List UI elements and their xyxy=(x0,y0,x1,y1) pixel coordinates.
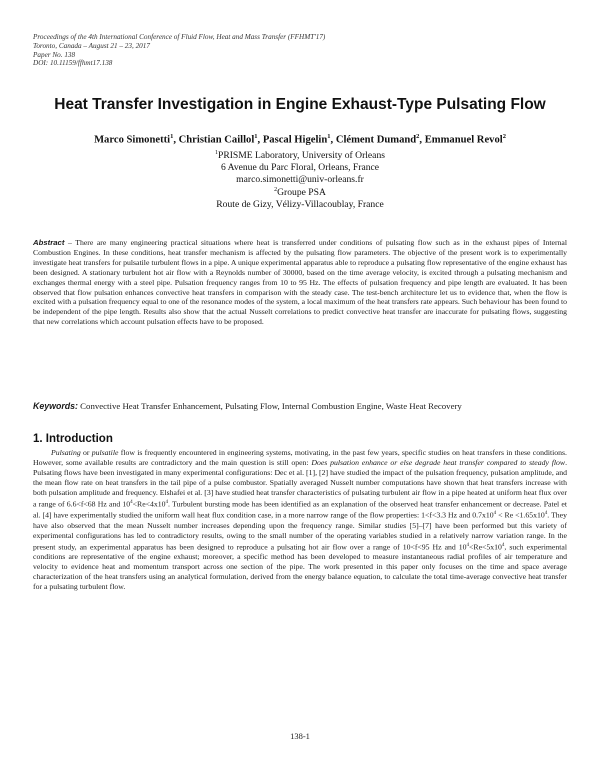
author-affiliation-mark: 1 xyxy=(327,133,331,140)
keywords xyxy=(33,401,573,411)
affiliation-1-address: 6 Avenue du Parc Floral, Orleans, France xyxy=(220,161,380,173)
keywords-label: Keywords: xyxy=(33,401,78,411)
author-affiliation-mark: 1 xyxy=(254,133,258,140)
author-name: Marco Simonetti xyxy=(94,134,171,146)
affiliation-2-address: Route de Gizy, Vélizy-Villacoublay, France xyxy=(216,199,384,211)
abstract-label: Abstract xyxy=(33,238,65,247)
paper-title: Heat Transfer Investigation in Engine Exhaust-Type Pulsating Flow xyxy=(54,96,546,113)
author-name: Emmanuel Revol xyxy=(424,134,503,146)
abstract-text: – There are many engineering practical situations where heat is transferred under conditions of pulsating flow such as in the exhaust pipes of Internal Combustion Engines. In these conditions, heat transfer mechanism is affected by the pulsating flow parameters. The objective of the present work is to experimentally investigate heat transfers for pulsatile turbulent flows in a pipe. A unique experimental apparatus able to reproduce a pulsating flow representative of the engine exhaust has been designed. A stationary turbulent hot air flow with a Reynolds number of 30000, based on the time average velocity, is excited through a pulsating mechanism and exchanges thermal energy with a steel pipe. Pulsation frequency ranges from 10 to 95 Hz. The effects of pulsation frequency and pipe length are evaluated. It has been observed that flow pulsation enhances convective heat transfers in comparison with the steady case. The test-bench architecture let us to evidence that, when the flow is excited with a pulsation frequency equal to one of the resonance modes of the system, a local maximum of the heat transfers rate appears. Such behaviour has been found to be independent of the pipe length. Results also show that the actual Nusselt correlations to predict convective heat transfer are inaccurate for pulsating flows, suggesting that new correlations which account pulsation effects have to be proposed. xyxy=(33,238,567,327)
proceedings-header xyxy=(33,33,433,68)
author-email: marco.simonetti@univ-orleans.fr xyxy=(236,173,364,185)
author-list: Marco Simonetti$^1$, Christian Caillol$^1$, Pascal Higelin$^1$, Clément Dumand$^2$, Emmanuel Revol$^2$ xyxy=(94,133,506,146)
header-line-4: DOI: 10.11159/ffhmt17.138 xyxy=(33,59,113,68)
keywords-text: Convective Heat Transfer Enhancement, Pulsating Flow, Internal Combustion Engine, Waste Heat Recovery xyxy=(77,401,462,411)
introduction-paragraph: Pulsating or pulsatile flow is frequently encountered in engineering systems, motivating, in the past few years, specific studies on heat transfers in these conditions. However, some available results are contradictory and the main question is still open: Does pulsation enhance or else degrade heat transfer compared to steady flow. Pulsating flows have been investigated in many experimental configurations: Dec et al. [1], [2] have studied the impact of the pulsation frequency, pulsation amplitude, and the mean flow rate on heat transfers in the tail pipe of a pulse combustor. Spatially averaged Nusselt number computations have shown that heat transfers increase with both pulsation amplitude and frequency. Elshafei et al. [3] have studied heat transfer characteristics of pulsating turbulent air flow in a pipe heated at uniform heat flux over a range of 6.6<f<68 Hz and $10^4<Re<4x10^4$. Turbulent bursting mode has been identified as an explanation of the observed heat transfer enhancement or decrease. Patel et al. [4] have experimentally studied the uniform wall heat flux condition case, in a more narrow range of the flow properties: 1<f<3.3 Hz and $0.7x10^4 < Re <1.65x10^4$. They have also observed that the mean Nusselt number increases depending upon the frequency range. Similar studies [5]–[7] have been performed but this variety of experimental configurations has led to contradictory results, owing to the small number of the operating variables studied in a relatively narrow variation range. In the present study, an experimental apparatus has been designed to reproduce a pulsating hot air flow over a range of 10<f<95 Hz and $10^4<Re<5x10^4$, such experimental conditions are representative of the engine exhaust; moreover, a specific method has been developed to measure instantaneous radial profiles of air temperature and velocity to evidence heat and momentum transport across one section of the pipe. The work presented in this paper only focuses on the time and space average characterization of the heat transfers using an analytical formulation, derived from the energy balance equation, to calculate the total time-average convective heat transfer for a pulsating turbulent flow. xyxy=(33,448,567,592)
header-line-3: Paper No. 138 xyxy=(33,50,76,59)
author-affiliation-mark: 2 xyxy=(416,133,420,140)
affiliations xyxy=(0,148,600,211)
header-line-1: Proceedings of the 4th International Conference of Fluid Flow, Heat and Mass Transfer (FFHMT'17) xyxy=(33,33,326,41)
author-affiliation-mark: 1 xyxy=(170,133,174,140)
author-name: Pascal Higelin xyxy=(262,134,328,146)
header-line-2: Toronto, Canada – August 21 – 23, 2017 xyxy=(33,41,150,50)
abstract xyxy=(33,238,567,327)
author-affiliation-mark: 2 xyxy=(502,133,506,140)
affiliation-2-name: $^2$Groupe PSA xyxy=(274,187,326,199)
research-question: Does pulsation enhance or else degrade heat transfer compared to steady flow xyxy=(311,457,566,467)
affiliation-1-name: $^1$PRISME Laboratory, University of Orleans xyxy=(215,150,385,162)
page-number: 138-1 xyxy=(290,731,310,741)
author-name: Clément Dumand xyxy=(335,134,417,146)
author-name: Christian Caillol xyxy=(178,134,255,146)
section-heading: 1. Introduction xyxy=(33,433,113,445)
